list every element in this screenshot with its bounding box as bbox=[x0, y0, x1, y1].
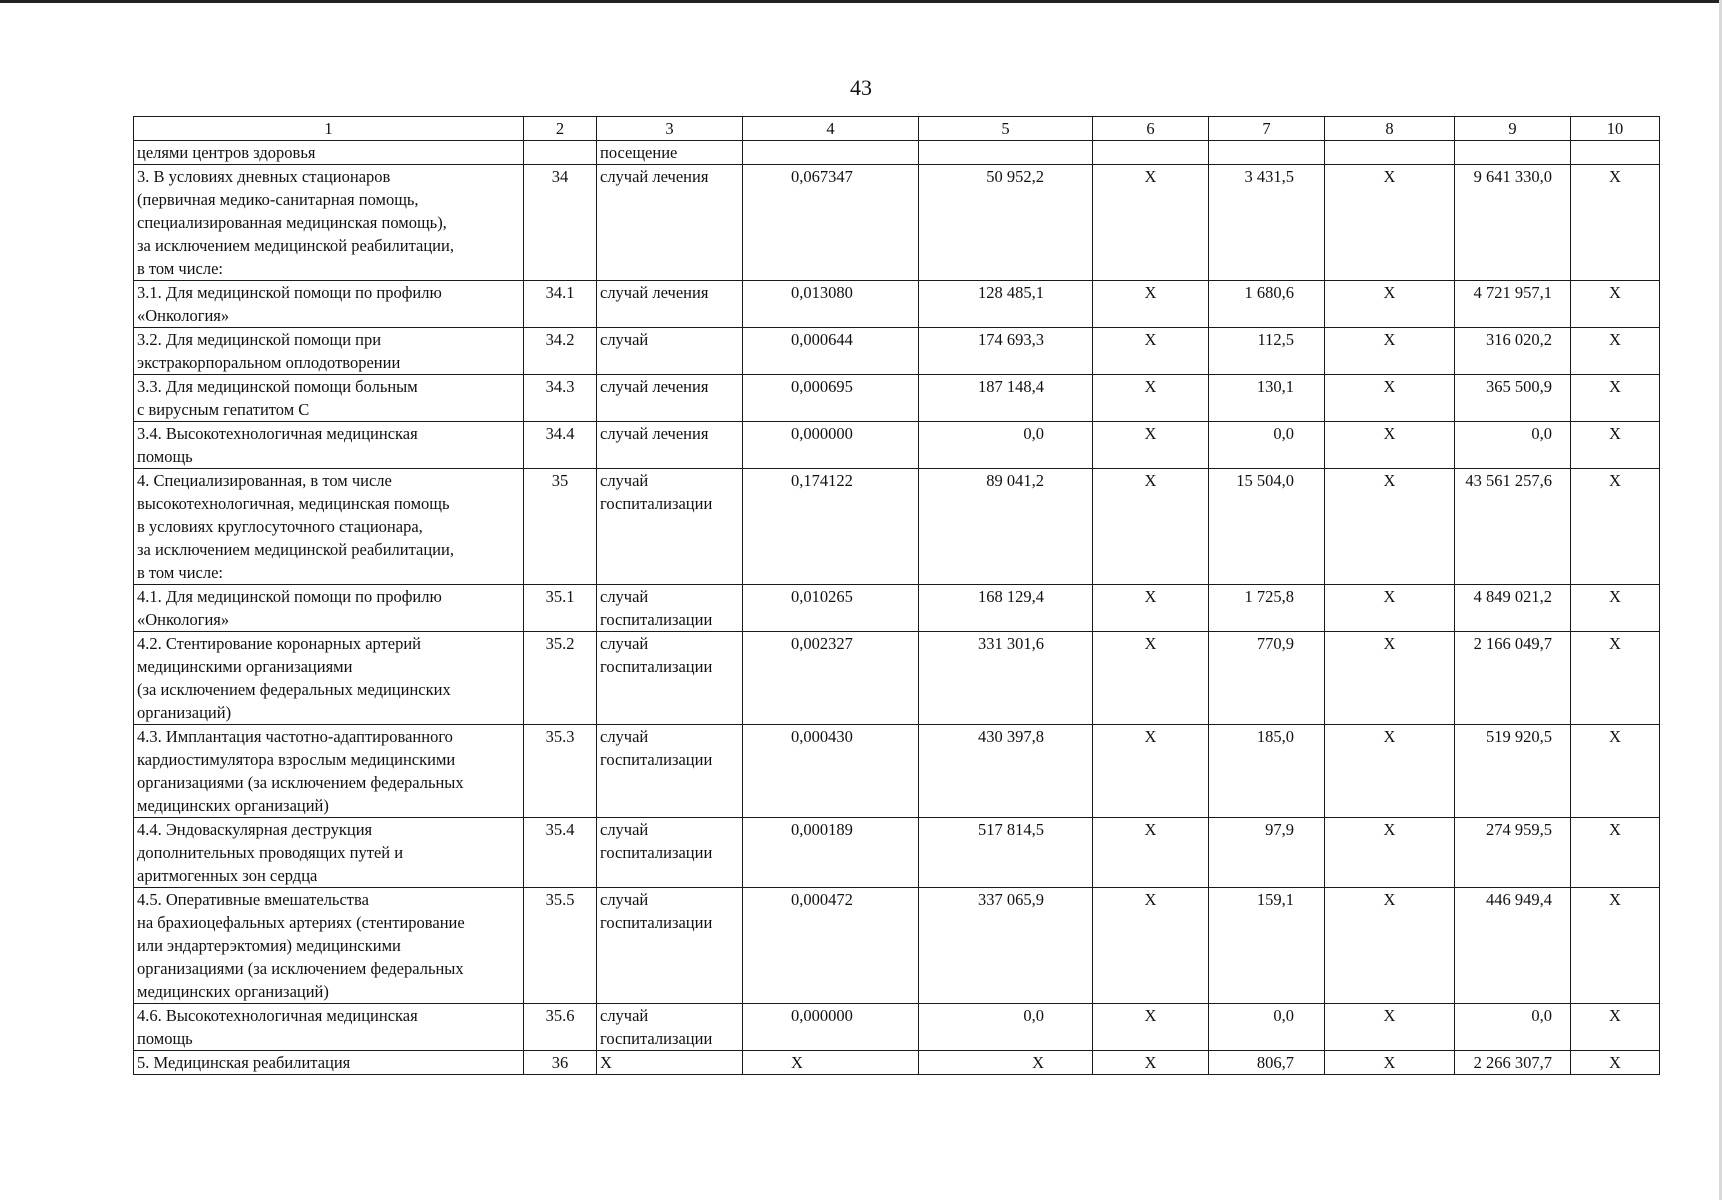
header-cell: 2 bbox=[524, 117, 597, 141]
table-cell: X bbox=[1093, 469, 1209, 585]
header-cell: 8 bbox=[1325, 117, 1455, 141]
table-cell: 130,1 bbox=[1209, 375, 1325, 422]
table-cell: 4.6. Высокотехнологичная медицинская помощь bbox=[134, 1004, 524, 1051]
table-cell: 4.4. Эндоваскулярная деструкция дополнительных проводящих путей и аритмогенных зон сердца bbox=[134, 818, 524, 888]
table-cell: 0,000430 bbox=[743, 725, 919, 818]
table-cell: случай госпитализации bbox=[597, 632, 743, 725]
table-cell: 34 bbox=[524, 165, 597, 281]
table-cell: случай госпитализации bbox=[597, 725, 743, 818]
table-cell: 517 814,5 bbox=[919, 818, 1093, 888]
table-cell: 43 561 257,6 bbox=[1455, 469, 1571, 585]
table-cell bbox=[1093, 141, 1209, 165]
table-cell: случай лечения bbox=[597, 375, 743, 422]
table-cell: 5. Медицинская реабилитация bbox=[134, 1051, 524, 1075]
table-header-row bbox=[134, 117, 1660, 141]
table-cell: X bbox=[1325, 585, 1455, 632]
table-cell: случай госпитализации bbox=[597, 469, 743, 585]
table-cell: 3.3. Для медицинской помощи больным с вирусным гепатитом С bbox=[134, 375, 524, 422]
table-cell: X bbox=[1325, 725, 1455, 818]
table-cell: 0,0 bbox=[919, 422, 1093, 469]
table-cell: X bbox=[1571, 328, 1660, 375]
table-cell: 3.2. Для медицинской помощи при экстракорпоральном оплодотворении bbox=[134, 328, 524, 375]
table-row bbox=[134, 422, 1660, 469]
table-cell: 4.5. Оперативные вмешательства на брахиоцефальных артериях (стентирование или эндартерэктомия) медицинскими организациями (за исключением федеральных медицинских организаций) bbox=[134, 888, 524, 1004]
table-cell: 0,000695 bbox=[743, 375, 919, 422]
table-cell: X bbox=[1325, 1004, 1455, 1051]
table-cell: 0,0 bbox=[1209, 422, 1325, 469]
table-cell: X bbox=[743, 1051, 919, 1075]
table-cell: 0,000472 bbox=[743, 888, 919, 1004]
table-row bbox=[134, 375, 1660, 422]
table-cell: 35.2 bbox=[524, 632, 597, 725]
header-cell: 10 bbox=[1571, 117, 1660, 141]
table-cell: 34.3 bbox=[524, 375, 597, 422]
table-row bbox=[134, 632, 1660, 725]
table-cell: 0,010265 bbox=[743, 585, 919, 632]
table-cell: 274 959,5 bbox=[1455, 818, 1571, 888]
table-cell: 34.1 bbox=[524, 281, 597, 328]
table-row bbox=[134, 888, 1660, 1004]
table-cell: X bbox=[1093, 725, 1209, 818]
table-cell: 3. В условиях дневных стационаров (первичная медико-санитарная помощь, специализированная медицинская помощь), за исключением медицинской реабилитации, в том числе: bbox=[134, 165, 524, 281]
table-cell: 128 485,1 bbox=[919, 281, 1093, 328]
header-cell: 9 bbox=[1455, 117, 1571, 141]
table-cell: X bbox=[597, 1051, 743, 1075]
table-cell: 36 bbox=[524, 1051, 597, 1075]
table-cell: X bbox=[1325, 1051, 1455, 1075]
table-row bbox=[134, 328, 1660, 375]
table-cell: X bbox=[1571, 818, 1660, 888]
table-row bbox=[134, 1051, 1660, 1075]
table-cell: X bbox=[919, 1051, 1093, 1075]
table-cell: 174 693,3 bbox=[919, 328, 1093, 375]
table-cell: 3 431,5 bbox=[1209, 165, 1325, 281]
table-cell: X bbox=[1325, 888, 1455, 1004]
header-cell: 1 bbox=[134, 117, 524, 141]
table-row bbox=[134, 585, 1660, 632]
table-cell: 0,000644 bbox=[743, 328, 919, 375]
table-cell: X bbox=[1325, 632, 1455, 725]
table-cell: 4. Специализированная, в том числе высокотехнологичная, медицинская помощь в условиях круглосуточного стационара, за исключением медицинской реабилитации, в том числе: bbox=[134, 469, 524, 585]
table-cell bbox=[743, 141, 919, 165]
table-cell: X bbox=[1093, 632, 1209, 725]
table-cell: случай лечения bbox=[597, 281, 743, 328]
table-cell: 159,1 bbox=[1209, 888, 1325, 1004]
scan-top-edge bbox=[0, 0, 1722, 3]
table-cell: 97,9 bbox=[1209, 818, 1325, 888]
table-cell: X bbox=[1093, 422, 1209, 469]
table-row bbox=[134, 725, 1660, 818]
table-cell: случай лечения bbox=[597, 422, 743, 469]
table-cell: 89 041,2 bbox=[919, 469, 1093, 585]
table-cell bbox=[1571, 141, 1660, 165]
table-cell bbox=[524, 141, 597, 165]
table-cell: X bbox=[1325, 469, 1455, 585]
table-cell: 1 725,8 bbox=[1209, 585, 1325, 632]
table-cell: 365 500,9 bbox=[1455, 375, 1571, 422]
table-cell: 0,067347 bbox=[743, 165, 919, 281]
table-cell: 0,0 bbox=[1455, 1004, 1571, 1051]
table-cell: X bbox=[1571, 469, 1660, 585]
table-cell: 2 166 049,7 bbox=[1455, 632, 1571, 725]
table-cell: X bbox=[1571, 1051, 1660, 1075]
table-cell: случай госпитализации bbox=[597, 585, 743, 632]
table-cell: 0,0 bbox=[1455, 422, 1571, 469]
table-row bbox=[134, 469, 1660, 585]
table-cell: 187 148,4 bbox=[919, 375, 1093, 422]
table-cell: 35.1 bbox=[524, 585, 597, 632]
table-cell: 168 129,4 bbox=[919, 585, 1093, 632]
table-cell: 34.2 bbox=[524, 328, 597, 375]
table-row bbox=[134, 141, 1660, 165]
table-cell: X bbox=[1571, 165, 1660, 281]
table-cell bbox=[1455, 141, 1571, 165]
table-cell: 519 920,5 bbox=[1455, 725, 1571, 818]
table-cell: X bbox=[1325, 165, 1455, 281]
table-cell: 770,9 bbox=[1209, 632, 1325, 725]
table-cell: X bbox=[1571, 888, 1660, 1004]
table-cell: 4 849 021,2 bbox=[1455, 585, 1571, 632]
table-cell: посещение bbox=[597, 141, 743, 165]
table-cell: случай госпитализации bbox=[597, 1004, 743, 1051]
header-cell: 5 bbox=[919, 117, 1093, 141]
header-cell: 3 bbox=[597, 117, 743, 141]
table-cell: X bbox=[1093, 585, 1209, 632]
table-cell: 316 020,2 bbox=[1455, 328, 1571, 375]
table-cell: 35.5 bbox=[524, 888, 597, 1004]
table-cell: X bbox=[1093, 328, 1209, 375]
table-cell: 430 397,8 bbox=[919, 725, 1093, 818]
table-cell: случай bbox=[597, 328, 743, 375]
table-cell: 1 680,6 bbox=[1209, 281, 1325, 328]
table-cell: X bbox=[1571, 725, 1660, 818]
table-cell: 0,002327 bbox=[743, 632, 919, 725]
page-number: 43 bbox=[850, 75, 872, 100]
table-cell: 35.4 bbox=[524, 818, 597, 888]
data-table bbox=[133, 116, 1660, 1075]
table-row bbox=[134, 818, 1660, 888]
table-cell: X bbox=[1325, 375, 1455, 422]
table-cell: 112,5 bbox=[1209, 328, 1325, 375]
table-cell: 0,000189 bbox=[743, 818, 919, 888]
table-cell: X bbox=[1571, 375, 1660, 422]
table-cell: 0,174122 bbox=[743, 469, 919, 585]
table-cell: X bbox=[1093, 888, 1209, 1004]
table-cell: X bbox=[1325, 422, 1455, 469]
data-table-container bbox=[133, 116, 1659, 1075]
table-cell bbox=[919, 141, 1093, 165]
table-row bbox=[134, 165, 1660, 281]
table-cell: 4.3. Имплантация частотно-адаптированного кардиостимулятора взрослым медицинскими организациями (за исключением федеральных медицинских организаций) bbox=[134, 725, 524, 818]
table-cell: X bbox=[1571, 281, 1660, 328]
table-cell: X bbox=[1093, 1051, 1209, 1075]
table-row bbox=[134, 1004, 1660, 1051]
table-cell: 4.2. Стентирование коронарных артерий медицинскими организациями (за исключением федеральных медицинских организаций) bbox=[134, 632, 524, 725]
table-cell: X bbox=[1093, 281, 1209, 328]
table-cell: 50 952,2 bbox=[919, 165, 1093, 281]
header-cell: 7 bbox=[1209, 117, 1325, 141]
table-cell: 9 641 330,0 bbox=[1455, 165, 1571, 281]
table-cell: 0,0 bbox=[919, 1004, 1093, 1051]
table-cell: 446 949,4 bbox=[1455, 888, 1571, 1004]
table-cell: 185,0 bbox=[1209, 725, 1325, 818]
table-cell: X bbox=[1571, 632, 1660, 725]
table-cell: X bbox=[1325, 328, 1455, 375]
header-cell: 6 bbox=[1093, 117, 1209, 141]
table-cell: 0,0 bbox=[1209, 1004, 1325, 1051]
table-cell: X bbox=[1325, 818, 1455, 888]
table-cell: X bbox=[1571, 422, 1660, 469]
table-cell: 4.1. Для медицинской помощи по профилю «Онкология» bbox=[134, 585, 524, 632]
table-cell: случай госпитализации bbox=[597, 888, 743, 1004]
table-cell: X bbox=[1571, 1004, 1660, 1051]
table-cell: X bbox=[1093, 1004, 1209, 1051]
table-cell: 806,7 bbox=[1209, 1051, 1325, 1075]
table-cell: 337 065,9 bbox=[919, 888, 1093, 1004]
header-cell: 4 bbox=[743, 117, 919, 141]
table-cell: X bbox=[1325, 281, 1455, 328]
table-cell: 4 721 957,1 bbox=[1455, 281, 1571, 328]
table-cell: случай госпитализации bbox=[597, 818, 743, 888]
table-cell: 15 504,0 bbox=[1209, 469, 1325, 585]
table-cell: 3.1. Для медицинской помощи по профилю «Онкология» bbox=[134, 281, 524, 328]
table-cell: целями центров здоровья bbox=[134, 141, 524, 165]
table-cell: X bbox=[1093, 375, 1209, 422]
table-cell: 35 bbox=[524, 469, 597, 585]
table-cell: 2 266 307,7 bbox=[1455, 1051, 1571, 1075]
table-cell: 34.4 bbox=[524, 422, 597, 469]
table-row bbox=[134, 281, 1660, 328]
table-cell: 0,013080 bbox=[743, 281, 919, 328]
table-cell: 35.6 bbox=[524, 1004, 597, 1051]
table-cell: X bbox=[1571, 585, 1660, 632]
table-cell: X bbox=[1093, 165, 1209, 281]
table-cell: случай лечения bbox=[597, 165, 743, 281]
table-cell: 35.3 bbox=[524, 725, 597, 818]
table-cell bbox=[1325, 141, 1455, 165]
table-cell: 331 301,6 bbox=[919, 632, 1093, 725]
table-cell: 0,000000 bbox=[743, 1004, 919, 1051]
table-cell: 0,000000 bbox=[743, 422, 919, 469]
table-cell bbox=[1209, 141, 1325, 165]
table-cell: 3.4. Высокотехнологичная медицинская помощь bbox=[134, 422, 524, 469]
table-cell: X bbox=[1093, 818, 1209, 888]
